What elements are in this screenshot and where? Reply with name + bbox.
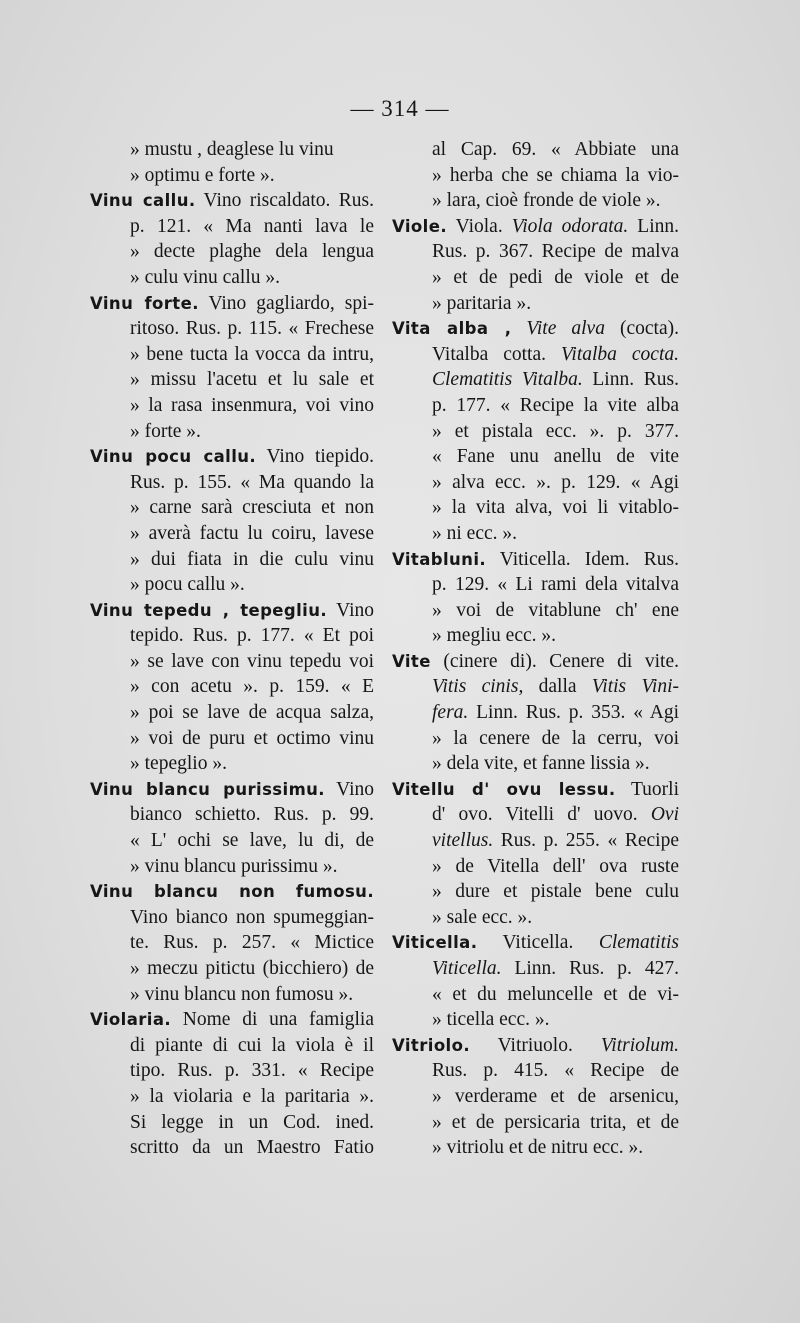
text-line	[90, 623, 374, 649]
text-line	[90, 956, 374, 982]
line-text: » sale ecc. ».	[432, 906, 533, 928]
text-line	[90, 137, 374, 163]
italic-term: Ovi	[650, 804, 679, 826]
entry-first-line	[90, 444, 374, 470]
text-line	[392, 1007, 679, 1033]
line-text: Viticella.	[477, 932, 599, 954]
italic-term: Vitalba cocta.	[560, 343, 679, 365]
text-line	[90, 367, 374, 393]
line-text: » poi se lave de acqua salza,	[130, 702, 374, 724]
headword: Vite	[392, 651, 431, 671]
text-line	[90, 828, 374, 854]
headword: Vitellu d' ovu lessu.	[392, 779, 616, 799]
line-text: Vitriuolo.	[470, 1034, 601, 1056]
line-text: Vino tiepido.	[256, 446, 375, 468]
entry-first-line	[392, 930, 679, 956]
text-line	[90, 1110, 374, 1136]
line-text: Linn.	[628, 215, 679, 237]
text-line	[90, 495, 374, 521]
line-text: » megliu ecc. ».	[432, 625, 556, 647]
text-line	[392, 982, 679, 1008]
headword: Vinu tepedu , tepegliu.	[90, 600, 328, 620]
text-line	[392, 342, 679, 368]
headword: Vita alba ,	[392, 319, 512, 339]
line-text: » missu l'acetu et lu sale et	[130, 369, 374, 391]
text-line	[392, 163, 679, 189]
text-line	[392, 956, 679, 982]
line-text: te. Rus. p. 257. « Mictice	[130, 932, 374, 954]
italic-term: vitellus.	[432, 830, 494, 852]
line-text: Vino gagliardo, spi-	[198, 292, 374, 314]
line-text: » de Vitella dell' ova ruste	[432, 855, 679, 877]
entry-first-line	[392, 1033, 679, 1059]
line-text: » la violaria e la paritaria ».	[130, 1085, 374, 1107]
italic-term: Clematitis	[598, 932, 679, 954]
line-text: » voi de vitablune ch' ene	[432, 599, 679, 621]
line-text: Linn. Rus. p. 427.	[501, 958, 679, 979]
line-text: » tepeglio ».	[130, 753, 227, 775]
line-text: » se lave con vinu tepedu voi	[130, 650, 374, 672]
line-text: » vinu blancu purissimu ».	[130, 855, 338, 877]
entry-first-line	[90, 1007, 374, 1033]
line-text: « et du meluncelle et de vi-	[432, 983, 679, 1005]
entry-first-line	[392, 547, 679, 573]
line-text: « Fane unu anellu de vite	[432, 446, 679, 468]
line-text: Viola.	[447, 215, 512, 237]
text-line	[90, 905, 374, 931]
text-line	[90, 674, 374, 700]
text-line	[392, 521, 679, 547]
line-text: » ni ecc. ».	[432, 522, 518, 544]
text-line	[90, 419, 374, 445]
line-text: » dure et pistale bene culu	[432, 881, 679, 903]
line-text: Rus. p. 255. « Recipe	[493, 830, 679, 852]
text-line	[392, 802, 679, 828]
text-line	[392, 1058, 679, 1084]
italic-term: Vitalba.	[521, 369, 583, 391]
line-text: » pocu callu ».	[130, 574, 245, 596]
page-number: — 314 —	[350, 96, 450, 121]
line-text: » dui fiata in die culu vinu	[130, 548, 374, 570]
line-text: bianco schietto. Rus. p. 99.	[130, 804, 374, 826]
line-text: » forte ».	[130, 420, 201, 442]
line-text: » alva ecc. ». p. 129. « Agi	[432, 471, 679, 493]
text-line	[90, 214, 374, 240]
headword: Vinu blancu non fumosu.	[90, 882, 374, 902]
line-text: » bene tucta la vocca da intru,	[130, 343, 374, 365]
right-column	[392, 137, 679, 1161]
text-line	[90, 316, 374, 342]
text-line	[90, 1084, 374, 1110]
text-line	[90, 854, 374, 880]
line-text: » culu vinu callu ».	[130, 266, 281, 288]
left-column	[90, 137, 374, 1161]
text-line	[392, 367, 679, 393]
entry-first-line	[392, 777, 679, 803]
line-text: Tuorli	[615, 778, 679, 800]
line-text: p. 129. « Li rami dela vitalva	[432, 574, 679, 596]
headword: Vinu callu.	[90, 191, 196, 211]
italic-term: Vite alva	[526, 318, 605, 340]
italic-term: Vitis cinis,	[432, 676, 524, 698]
text-line	[392, 854, 679, 880]
line-text: » vinu blancu non fumosu ».	[130, 983, 354, 1005]
line-text: » et de pedi de viole et de	[432, 266, 679, 288]
text-line	[392, 572, 679, 598]
text-line	[90, 163, 374, 189]
entry-first-line	[90, 879, 374, 905]
text-line	[392, 188, 679, 214]
text-line	[90, 982, 374, 1008]
line-text: » et pistala ecc. ». p. 377.	[432, 420, 679, 442]
line-text: p. 121. « Ma nanti lava le	[130, 215, 374, 237]
text-line	[392, 265, 679, 291]
line-text: ritoso. Rus. p. 115. « Frechese	[130, 318, 374, 340]
line-text: Viticella. Idem. Rus.	[486, 548, 679, 570]
line-text: (cocta).	[604, 318, 679, 340]
entry-first-line	[90, 777, 374, 803]
text-line	[90, 1135, 374, 1161]
line-text: Vitalba cotta.	[432, 343, 561, 365]
italic-term: Viola odorata.	[511, 215, 629, 237]
text-line	[90, 265, 374, 291]
text-line	[392, 674, 679, 700]
entry-first-line	[90, 291, 374, 317]
text-line	[90, 726, 374, 752]
entry-first-line	[392, 316, 679, 342]
line-text: Vino bianco non spumeggian-	[130, 906, 374, 928]
line-text: « L' ochi se lave, lu di, de	[130, 830, 374, 852]
text-line	[90, 342, 374, 368]
line-text: tepido. Rus. p. 177. « Et poi	[130, 625, 374, 647]
text-line	[392, 879, 679, 905]
text-line	[392, 393, 679, 419]
line-text: Rus. p. 415. « Recipe de	[432, 1060, 679, 1082]
text-line	[392, 700, 679, 726]
headword: Vinu blancu purissimu.	[90, 779, 325, 799]
line-text: » ticella ecc. ».	[432, 1009, 550, 1031]
headword: Vinu pocu callu.	[90, 447, 257, 467]
line-text: » carne sarà cresciuta et non	[130, 497, 374, 519]
text-line	[90, 1033, 374, 1059]
line-text: dalla	[523, 676, 592, 698]
text-line	[392, 137, 679, 163]
text-line	[90, 1058, 374, 1084]
text-line	[392, 828, 679, 854]
text-line	[392, 905, 679, 931]
text-line	[392, 751, 679, 777]
italic-term: Vitis Vini-	[591, 676, 679, 698]
line-text	[512, 369, 522, 390]
line-text: tipo. Rus. p. 331. « Recipe	[130, 1060, 374, 1082]
headword: Vitabluni.	[392, 549, 487, 569]
line-text: di piante di cui la viola è il	[130, 1034, 374, 1056]
text-line	[392, 419, 679, 445]
text-line	[90, 470, 374, 496]
text-line	[392, 239, 679, 265]
italic-term: Viticella.	[432, 958, 502, 979]
text-line	[392, 1135, 679, 1161]
entry-first-line	[90, 188, 374, 214]
line-text: » mustu , deaglese lu vinu	[130, 139, 334, 160]
line-text: Si legge in un Cod. ined.	[130, 1111, 374, 1133]
line-text: (cinere di). Cenere di vite.	[430, 650, 679, 672]
line-text: » verderame et de arsenicu,	[432, 1085, 679, 1107]
text-line	[392, 1084, 679, 1110]
text-line	[392, 291, 679, 317]
text-line	[392, 598, 679, 624]
text-line	[392, 495, 679, 521]
text-line	[392, 1110, 679, 1136]
line-text: d' ovo. Vitelli d' uovo.	[432, 804, 651, 826]
headword: Vinu forte.	[90, 293, 199, 313]
line-text: Vino	[324, 778, 374, 800]
italic-term: Vitriolum.	[600, 1034, 679, 1056]
text-line	[90, 700, 374, 726]
line-text: » meczu pitictu (bicchiero) de	[130, 958, 374, 979]
italic-term: Clematitis	[432, 369, 513, 391]
text-line	[90, 547, 374, 573]
text-line	[90, 521, 374, 547]
text-line	[90, 751, 374, 777]
line-text: scritto da un Maestro Fatio	[130, 1137, 374, 1159]
line-text: » voi de puru et octimo vinu	[130, 727, 374, 749]
entry-first-line	[392, 214, 679, 240]
entry-first-line	[392, 649, 679, 675]
line-text: » la vita alva, voi li vitablo-	[432, 497, 679, 519]
line-text: » et de persicaria trita, et de	[432, 1111, 679, 1133]
text-line	[90, 393, 374, 419]
text-line	[392, 470, 679, 496]
italic-term: fera.	[432, 702, 469, 724]
line-text: Rus. p. 367. Recipe de malva	[432, 241, 679, 263]
line-text: Linn. Rus.	[582, 369, 679, 391]
line-text: Nome di una famiglia	[171, 1009, 374, 1031]
text-line	[90, 802, 374, 828]
headword: Vitriolo.	[392, 1035, 471, 1055]
line-text: » lara, cioè fronde de viole ».	[432, 190, 661, 212]
text-line	[392, 444, 679, 470]
line-text: » la cenere de la cerru, voi	[432, 727, 679, 749]
text-line	[90, 649, 374, 675]
text-line	[392, 623, 679, 649]
text-line	[90, 930, 374, 956]
entry-first-line	[90, 598, 374, 624]
line-text: Rus. p. 155. « Ma quando la	[130, 471, 374, 493]
line-text: » paritaria ».	[432, 292, 532, 314]
line-text	[511, 318, 526, 339]
headword: Violaria.	[90, 1010, 172, 1030]
line-text: Vino riscaldato. Rus.	[195, 190, 375, 212]
text-line	[90, 239, 374, 265]
line-text: » con acetu ». p. 159. « E	[130, 676, 374, 698]
text-line	[392, 726, 679, 752]
headword: Viole.	[392, 216, 447, 236]
line-text: Vino	[327, 599, 374, 621]
line-text: Linn. Rus. p. 353. « Agi	[468, 702, 679, 724]
text-line	[90, 572, 374, 598]
line-text: » herba che se chiama la vio-	[432, 164, 679, 186]
line-text: » averà factu lu coiru, lavese	[130, 522, 374, 544]
line-text: » la rasa insenmura, voi vino	[130, 394, 374, 416]
line-text: » dela vite, et fanne lissia ».	[432, 753, 650, 775]
line-text: » decte plaghe dela lengua	[130, 241, 374, 263]
line-text: » optimu e forte ».	[130, 164, 275, 186]
line-text: al Cap. 69. « Abbiate una	[432, 139, 679, 160]
line-text: p. 177. « Recipe la vite alba	[432, 394, 679, 416]
headword: Viticella.	[392, 933, 478, 953]
line-text: » vitriolu et de nitru ecc. ».	[432, 1137, 644, 1159]
